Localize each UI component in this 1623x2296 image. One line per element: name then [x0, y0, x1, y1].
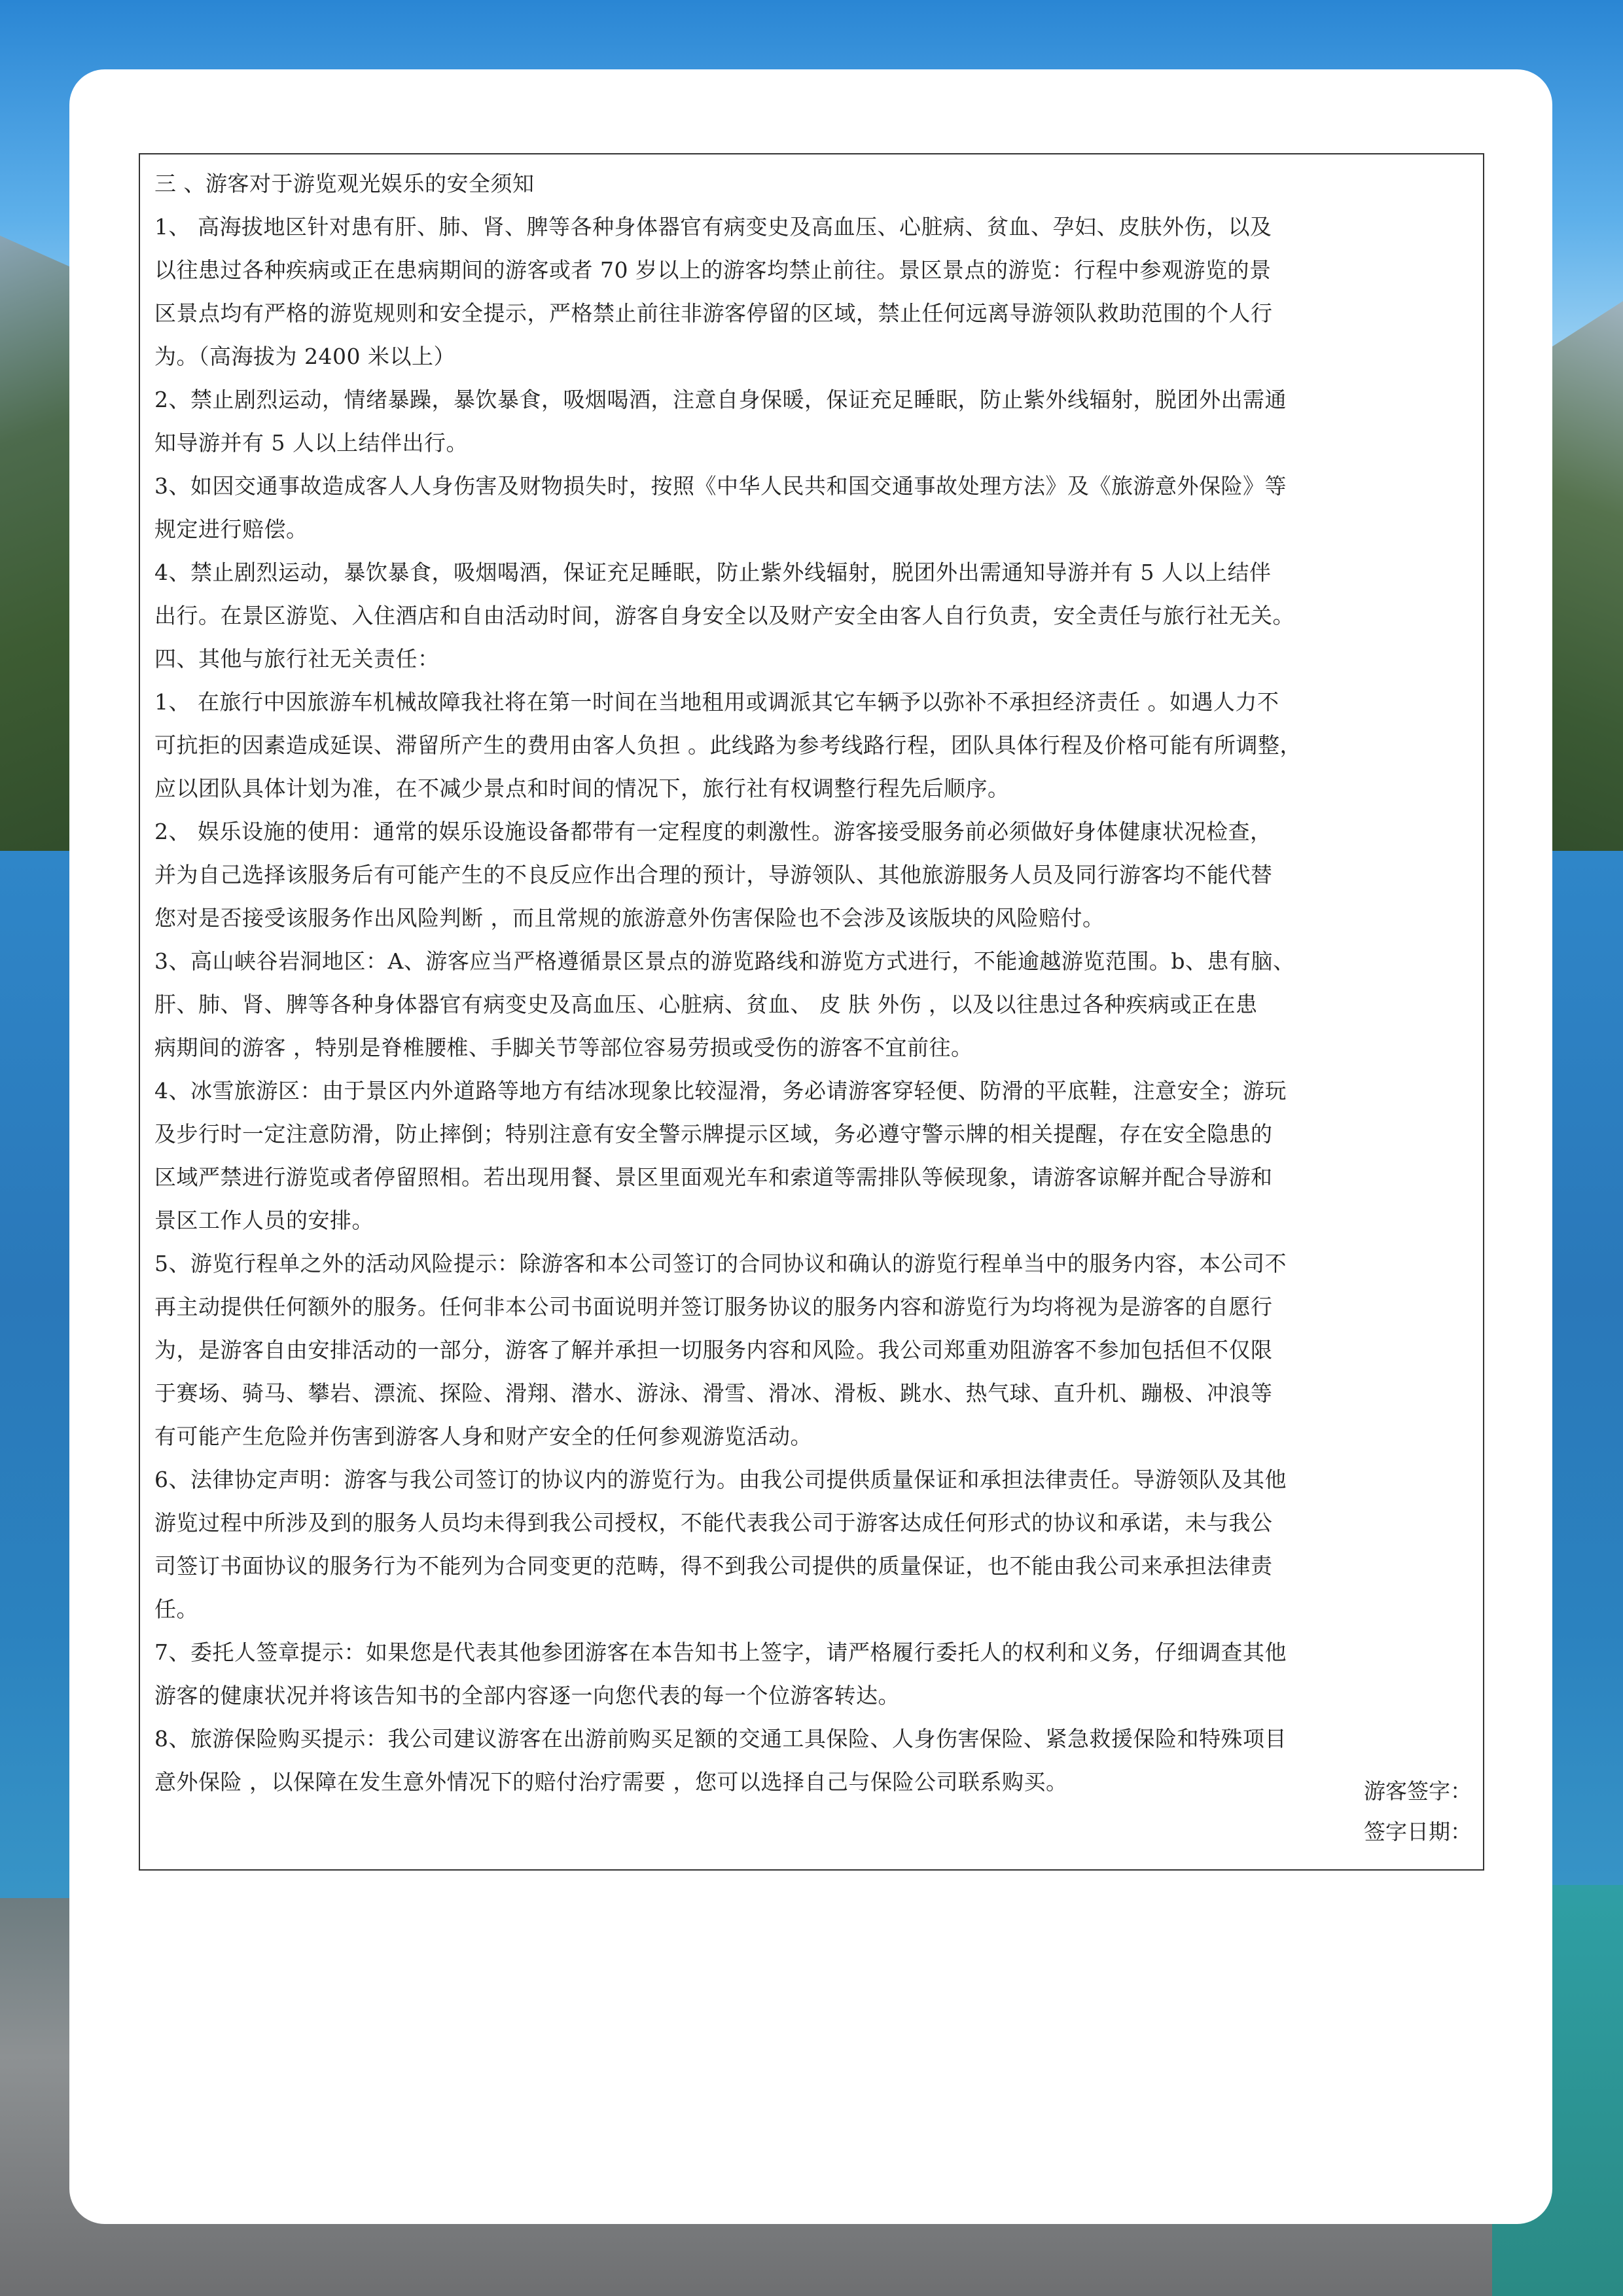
notice-line: 以往患过各种疾病或正在患病期间的游客或者 70 岁以上的游客均禁止前往。景区景点的游览：行程中参观游览的景 [154, 257, 1272, 283]
notice-line: 并为自己选择该服务后有可能产生的不良反应作出合理的预计，导游领队、其他旅游服务人员及同行游客均不能代替 [154, 862, 1273, 888]
notice-line: 出行。在景区游览、入住酒店和自由活动时间，游客自身安全以及财产安全由客人自行负责，安全责任与旅行社无关。 [154, 603, 1294, 628]
notice-line: 2、禁止剧烈运动，情绪暴躁，暴饮暴食，吸烟喝酒，注意自身保暖，保证充足睡眠，防止紫外线辐射，脱团外出需通 [154, 387, 1287, 412]
notice-line: 4、冰雪旅游区：由于景区内外道路等地方有结冰现象比较湿滑，务必请游客穿轻便、防滑的平底鞋，注意安全；游玩 [154, 1078, 1287, 1103]
safety-notice-box [139, 153, 1484, 1871]
notice-line: 应以团队具体计划为准，在不减少景点和时间的情况下，旅行社有权调整行程先后顺序。 [154, 776, 1010, 801]
notice-line: 及步行时一定注意防滑，防止摔倒；特别注意有安全警示牌提示区域，务必遵守警示牌的相关提醒，存在安全隐患的 [154, 1121, 1273, 1147]
notice-line: 景区工作人员的安排。 [154, 1208, 374, 1233]
notice-line: 4、禁止剧烈运动，暴饮暴食，吸烟喝酒，保证充足睡眠，防止紫外线辐射，脱团外出需通知导游并有 5 人以上结伴 [154, 560, 1272, 585]
notice-line: 有可能产生危险并伤害到游客人身和财产安全的任何参观游览活动。 [154, 1424, 812, 1449]
notice-line: 1、 高海拔地区针对患有肝、肺、肾、脾等各种身体器官有病变史及高血压、心脏病、贫血、孕妇、皮肤外伤，以及 [154, 214, 1272, 240]
notice-line: 8、旅游保险购买提示：我公司建议游客在出游前购买足额的交通工具保险、人身伤害保险、紧急救援保险和特殊项目 [154, 1726, 1287, 1751]
signature-date-label: 签字日期： [1364, 1819, 1472, 1844]
notice-line: 病期间的游客 ，特别是脊椎腰椎、手脚关节等部位容易劳损或受伤的游客不宜前往。 [154, 1035, 973, 1060]
notice-line: 于赛场、骑马、攀岩、漂流、探险、滑翔、潜水、游泳、滑雪、滑冰、滑板、跳水、热气球、直升机、蹦极、冲浪等 [154, 1380, 1273, 1406]
notice-line: 司签订书面协议的服务行为不能列为合同变更的范畴，得不到我公司提供的质量保证，也不能由我公司来承担法律责 [154, 1553, 1273, 1579]
notice-body [154, 206, 1469, 1804]
notice-line: 3、如因交通事故造成客人人身伤害及财物损失时，按照《中华人民共和国交通事故处理方法》及《旅游意外保险》等 [154, 473, 1287, 499]
notice-line: 游客的健康状况并将该告知书的全部内容逐一向您代表的每一个位游客转达。 [154, 1683, 900, 1708]
notice-line: 区景点均有严格的游览规则和安全提示，严格禁止前往非游客停留的区域，禁止任何远离导游领队救助范围的个人行 [154, 300, 1273, 326]
notice-line: 意外保险 ，以保障在发生意外情况下的赔付治疗需要 ，您可以选择自己与保险公司联系购买。 [154, 1769, 1068, 1795]
notice-line: 7、委托人签章提示：如果您是代表其他参团游客在本告知书上签字，请严格履行委托人的权利和义务，仔细调查其他 [154, 1640, 1287, 1665]
notice-line: 四、其他与旅行社无关责任： [154, 646, 440, 672]
notice-line: 3、高山峡谷岩洞地区：A、游客应当严格遵循景区景点的游览路线和游览方式进行，不能逾越游览范围。b、患有脑、 [154, 948, 1295, 974]
section-title: 三 、游客对于游览观光娱乐的安全须知 [154, 171, 535, 196]
notice-line: 您对是否接受该服务作出风险判断 ，而且常规的旅游意外伤害保险也不会涉及该版块的风险赔付。 [154, 905, 1105, 931]
notice-line: 再主动提供任何额外的服务。任何非本公司书面说明并签订服务协议的服务内容和游览行为均将视为是游客的自愿行 [154, 1294, 1273, 1319]
notice-line: 5、游览行程单之外的活动风险提示：除游客和本公司签订的合同协议和确认的游览行程单当中的服务内容，本公司不 [154, 1251, 1287, 1276]
notice-line: 区域严禁进行游览或者停留照相。若出现用餐、景区里面观光车和索道等需排队等候现象，请游客谅解并配合导游和 [154, 1164, 1273, 1190]
notice-line: 1、 在旅行中因旅游车机械故障我社将在第一时间在当地租用或调派其它车辆予以弥补不承担经济责任 。如遇人力不 [154, 689, 1279, 715]
notice-line: 肝、肺、肾、脾等各种身体器官有病变史及高血压、心脏病、贫血、 皮 肤 外伤 ，以及以往患过各种疾病或正在患 [154, 992, 1258, 1017]
notice-line: 游览过程中所涉及到的服务人员均未得到我公司授权，不能代表我公司于游客达成任何形式的协议和承诺，未与我公 [154, 1510, 1273, 1535]
notice-line: 为，是游客自由安排活动的一部分，游客了解并承担一切服务内容和风险。我公司郑重劝阻游客不参加包括但不仅限 [154, 1337, 1273, 1363]
notice-line: 知导游并有 5 人以上结伴出行。 [154, 430, 468, 456]
notice-line: 任。 [154, 1596, 198, 1622]
notice-line: 可抗拒的因素造成延误、滞留所产生的费用由客人负担 。此线路为参考线路行程，团队具体行程及价格可能有所调整， [154, 732, 1302, 758]
notice-line: 2、 娱乐设施的使用：通常的娱乐设施设备都带有一定程度的刺激性。游客接受服务前必须做好身体健康状况检查， [154, 819, 1272, 844]
notice-line: 为。（高海拔为 2400 米以上） [154, 344, 455, 369]
notice-line: 规定进行赔偿。 [154, 516, 308, 542]
notice-line: 6、法律协定声明：游客与我公司签订的协议内的游览行为。由我公司提供质量保证和承担法律责任。导游领队及其他 [154, 1467, 1287, 1492]
tourist-signature-label: 游客签字： [1364, 1778, 1472, 1804]
